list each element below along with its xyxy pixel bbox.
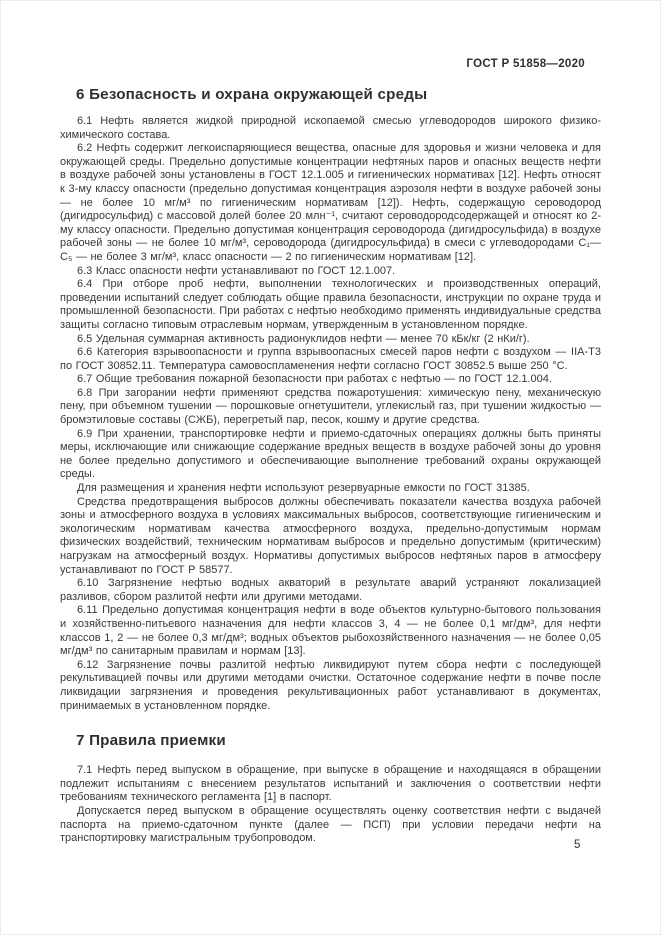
paragraph-7-1-passport: Допускается перед выпуском в обращение осуществлять оценку соответствия нефти с выдачей паспорта на приемо-сдаточном пункте (далее — ПСП) при условии передачи нефти на транспортировку магистральным трубопроводом. [60, 804, 601, 845]
paragraph-6-7: 6.7 Общие требования пожарной безопасности при работах с нефтью — по ГОСТ 12.1.004. [77, 373, 552, 386]
paragraph-6-5: 6.5 Удельная суммарная активность радионуклидов нефти — менее 70 кБк/кг (2 нКи/г). [77, 332, 530, 345]
paragraph-6-1: 6.1 Нефть является жидкой природной ископаемой смесью углеводородов широкого физико-химического состава. [60, 115, 601, 141]
paragraph-6-9: 6.9 При хранении, транспортировке нефти и приемо-сдаточных операциях должны быть приняты меры, исключающие или снижающие содержание вредных веществ в воздухе рабочей зоны до уровня не более предельно допустимого и обеспечивающие выполнение требований охраны окружающей среды. [60, 427, 601, 481]
paragraph-6-9-emissions: Средства предотвращения выбросов должны обеспечивать показатели качества воздуха рабочей зоны и атмосферного воздуха в условиях максимальных выбросов, соответствующие гигиеническим и экологическим нормативам качества атмосферного воздуха, предельно-допустимым нормам физических воздействий, техническим нормативам выбросов и предельно допустимым (критическим) нагрузкам на атмосферный воздух. Нормативы допустимых выбросов нефтяных паров в атмосферу устанавливают по ГОСТ Р 58577. [60, 495, 601, 576]
section-6-title: 6 Безопасность и охрана окружающей среды [76, 86, 428, 103]
section-7-title: 7 Правила приемки [76, 732, 226, 750]
paragraph-6-9-storage: Для размещения и хранения нефти используют резервуарные емкости по ГОСТ 31385. [77, 482, 530, 495]
paragraph-6-12: 6.12 Загрязнение почвы разлитой нефтью ликвидируют путем сбора нефти с последующей рекультивацией почвы или другими методами очистки. Остаточное содержание нефти в почве после ликвидации загрязнения и проведения рекультивационных работ устанавливают в документах, принимаемых в установленном порядке. [60, 658, 601, 712]
paragraph-6-3: 6.3 Класс опасности нефти устанавливают по ГОСТ 12.1.007. [77, 264, 396, 277]
paragraph-6-8: 6.8 При загорании нефти применяют средства пожаротушения: химическую пену, механическую пену, при объемном тушении — порошковые огнетушители, углекислый газ, при тушении жидкостью — бромэтиловые составы (СЖБ), перегретый пар, песок, кошму и другие средства. [60, 386, 601, 427]
standard-number-header: ГОСТ Р 51858—2020 [466, 58, 585, 70]
paragraph-7-1: 7.1 Нефть перед выпуском в обращение, при выпуске в обращение и находящаяся в обращении подлежит испытаниям с внесением результатов испытаний и заключения о соответствии нефти требованиям технического регламента [1] в паспорт. [60, 764, 601, 804]
page-content [60, 58, 601, 846]
paragraph-6-2: 6.2 Нефть содержит легкоиспаряющиеся вещества, опасные для здоровья и жизни человека и для окружающей среды. Предельно допустимые концентрации нефтяных паров и опасных веществ нефти в воздухе рабочей зоны установлены в ГОСТ 12.1.005 и гигиенических нормативах [12]. Нефть относят к 3-му классу опасности (предельно допустимая концентрация аэрозоля нефти в воздухе рабочей зоны — не более 10 мг/м³ по гигиеническим нормативам [12]). Нефть, содержащую сероводород (дигидросульфид) с массовой долей более 20 млн⁻¹, считают сероводородсодержащей и относят ко 2-му классу опасности. Предельно допустимая концентрация сероводорода (дигидросульфида) в воздухе рабочей зоны — не более 10 мг/м³, сероводорода (дигидросульфида) в смеси с углеводородами С₁—С₅ — не более 3 мг/м³, класс опасности — 2 по гигиеническим нормативам [12]. [60, 142, 601, 263]
paragraph-6-10: 6.10 Загрязнение нефтью водных акваторий в результате аварий устраняют локализацией разливов, сбором разлитой нефти или другими методами. [60, 577, 601, 603]
paragraph-6-11: 6.11 Предельно допустимая концентрация нефти в воде объектов культурно-бытового пользования и хозяйственно-питьевого назначения для нефти классов 3, 4 — не более 0,1 мг/дм³, для нефти классов 1, 2 — не более 0,3 мг/дм³; водных объектов рыбохозяйственного назначения — не более 0,05 мг/дм³ по санитарным правилам и нормам [13]. [60, 604, 601, 658]
paragraph-6-4: 6.4 При отборе проб нефти, выполнении технологических и производственных операций, проведении испытаний следует соблюдать общие правила безопасности, инструкции по охране труда и промышленной безопасности. При работах с нефтью необходимо применять индивидуальные средства защиты согласно типовым отраслевым нормам, утвержденным в установленном порядке. [60, 278, 601, 331]
page-number: 5 [574, 839, 581, 851]
paragraph-6-6: 6.6 Категория взрывоопасности и группа взрывоопасных смесей паров нефти с воздухом — IIA-Т3 по ГОСТ 30852.11. Температура самовоспламенения нефти согласно ГОСТ 30852.5 выше 250 °С. [60, 346, 601, 372]
